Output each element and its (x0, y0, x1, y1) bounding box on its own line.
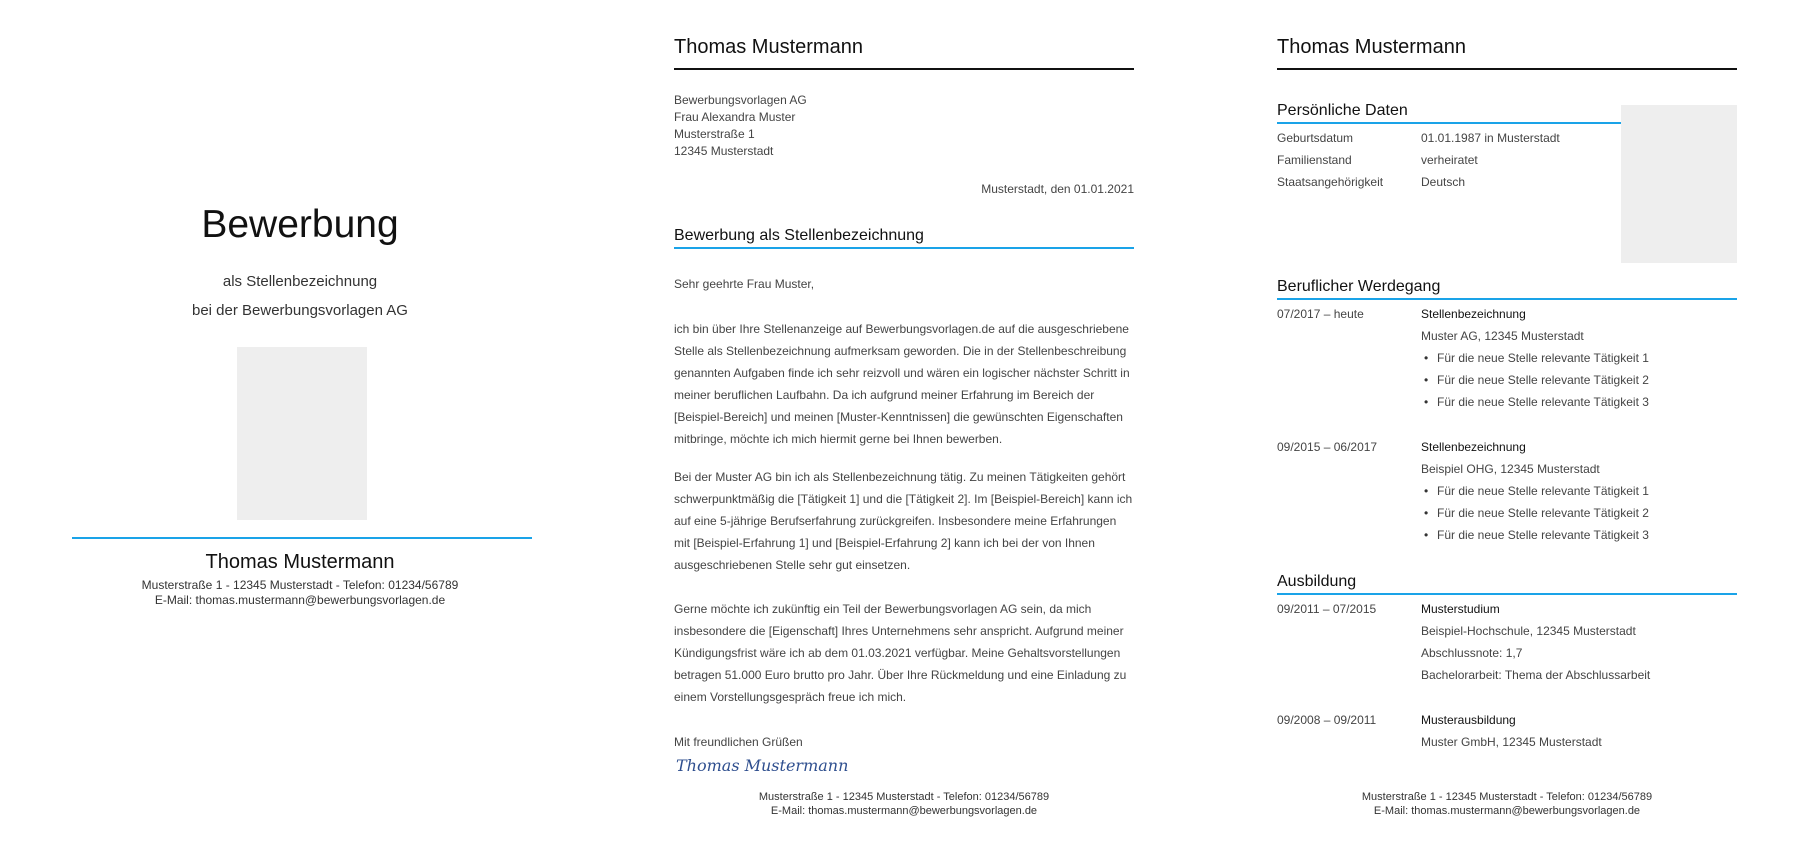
cv-header-name: Thomas Mustermann (1277, 36, 1466, 58)
career-company: Muster AG, 12345 Musterstadt (1421, 329, 1584, 343)
personal-label: Geburtsdatum (1277, 131, 1354, 145)
career-bullet: • Für die neue Stelle relevante Tätigkeit 2 (1437, 373, 1649, 387)
section-title-education: Ausbildung (1277, 573, 1357, 590)
recipient-block (674, 92, 807, 160)
recipient-person: Frau Alexandra Muster (674, 110, 796, 124)
personal-label: Familienstand (1277, 153, 1352, 167)
section-divider-education (1277, 593, 1737, 595)
career-bullet: • Für die neue Stelle relevante Tätigkeit 2 (1437, 506, 1649, 520)
personal-label: Staatsangehörigkeit (1277, 175, 1384, 189)
education-detail: Muster GmbH, 12345 Musterstadt (1421, 735, 1602, 749)
letter-header-name: Thomas Mustermann (674, 36, 863, 58)
cover-subtitle-position: als Stellenbezeichnung (222, 273, 378, 290)
education-title: Musterausbildung (1421, 713, 1516, 727)
cover-divider (72, 537, 532, 539)
letter-paragraph-3: Gerne möchte ich zukünftig ein Teil der Bewerbungsvorlagen AG sein, da mich insbesondere die [Eigenschaft] Ihres Unternehmens sehr anspricht. Aufgrund meiner Kündigungsfrist wäre ich ab dem 01.03.2021 verfügbar. Meine Gehaltsvorstellungen betragen 51.000 Euro brutto pro Jahr. Über Ihre Rückmeldung und eine Einladung zu einem Vorstellungsgespräch freue ich mich. (674, 602, 1127, 704)
education-detail: Beispiel-Hochschule, 12345 Musterstadt (1421, 624, 1636, 638)
letter-subject: Bewerbung als Stellenbezeichnung (674, 227, 924, 244)
cv-footer-email: E-Mail: thomas.mustermann@bewerbungsvorlagen.de (1373, 805, 1641, 817)
salutation: Sehr geehrte Frau Muster, (674, 277, 815, 291)
recipient-company: Bewerbungsvorlagen AG (674, 93, 807, 107)
cover-email: E-Mail: thomas.mustermann@bewerbungsvorlagen.de (154, 593, 446, 607)
cover-photo-placeholder (237, 347, 367, 520)
personal-value: 01.01.1987 in Musterstadt (1421, 131, 1560, 145)
education-title: Musterstudium (1421, 602, 1500, 616)
recipient-city: 12345 Musterstadt (674, 144, 774, 158)
letter-footer-address: Musterstraße 1 - 12345 Musterstadt - Telefon: 01234/56789 (758, 791, 1050, 803)
cv-photo-placeholder (1621, 105, 1737, 263)
cover-subtitle-company: bei der Bewerbungsvorlagen AG (192, 302, 408, 319)
cv-header-divider (1277, 68, 1737, 70)
section-divider-personal (1277, 122, 1621, 124)
career-title: Stellenbezeichnung (1421, 440, 1526, 454)
cover-address: Musterstraße 1 - 12345 Musterstadt - Telefon: 01234/56789 (141, 578, 459, 592)
education-detail: Bachelorarbeit: Thema der Abschlussarbeit (1421, 668, 1651, 682)
education-period: 09/2008 – 09/2011 (1277, 713, 1377, 727)
cover-letter-page (674, 0, 1134, 848)
career-bullet: • Für die neue Stelle relevante Tätigkeit 1 (1437, 351, 1649, 365)
career-period: 09/2015 – 06/2017 (1277, 440, 1378, 454)
cv-footer-address: Musterstraße 1 - 12345 Musterstadt - Telefon: 01234/56789 (1361, 791, 1653, 803)
cv-page (1277, 0, 1737, 848)
personal-value: Deutsch (1421, 175, 1466, 189)
section-title-personal: Persönliche Daten (1277, 102, 1408, 119)
career-title: Stellenbezeichnung (1421, 307, 1526, 321)
career-bullet: • Für die neue Stelle relevante Tätigkeit 3 (1437, 528, 1649, 542)
section-divider-career (1277, 298, 1737, 300)
letter-header-divider (674, 68, 1134, 70)
handwritten-signature: Thomas Mustermann (676, 756, 849, 775)
recipient-street: Musterstraße 1 (674, 127, 755, 141)
career-company: Beispiel OHG, 12345 Musterstadt (1421, 462, 1600, 476)
personal-value: verheiratet (1421, 153, 1478, 167)
career-bullet: • Für die neue Stelle relevante Tätigkeit 1 (1437, 484, 1649, 498)
place-date: Musterstadt, den 01.01.2021 (981, 182, 1134, 196)
education-period: 09/2011 – 07/2015 (1277, 602, 1377, 616)
career-period: 07/2017 – heute (1277, 307, 1364, 321)
letter-footer-email: E-Mail: thomas.mustermann@bewerbungsvorlagen.de (770, 805, 1038, 817)
cover-title: Bewerbung (201, 203, 399, 246)
cover-name: Thomas Mustermann (205, 551, 395, 573)
subject-divider (674, 247, 1134, 249)
closing: Mit freundlichen Grüßen (674, 735, 803, 749)
education-detail: Abschlussnote: 1,7 (1421, 646, 1523, 660)
cover-page (60, 0, 540, 848)
letter-paragraph-2: Bei der Muster AG bin ich als Stellenbezeichnung tätig. Zu meinen Tätigkeiten gehört schwerpunktmäßig die [Tätigkeit 1] und die [Tätigkeit 2]. Im [Beispiel-Bereich] kann ich auf eine 5-jährige Berufserfahrung zurückgreifen. Insbesondere meine Erfahrungen mit [Beispiel-Erfahrung 1] und [Beispiel-Erfahrung 2] kann ich bei der von Ihnen ausgeschriebenen Stelle sehr gut einsetzen. (674, 470, 1133, 572)
letter-paragraph-1: ich bin über Ihre Stellenanzeige auf Bewerbungsvorlagen.de auf die ausgeschriebene Stelle als Stellenbezeichnung aufmerksam geworden. Die in der Stellenbeschreibung genannten Aufgaben finde ich sehr reizvoll und wären ein logischer nächster Schritt in meiner beruflichen Laufbahn. Da ich aufgrund meiner Erfahrung im Bereich der [Beispiel-Bereich] und meinen [Muster-Kenntnissen] die gewünschten Eigenschaften mitbringe, möchte ich mich hiermit gerne bei Ihnen bewerben. (674, 322, 1130, 446)
section-title-career: Beruflicher Werdegang (1277, 278, 1441, 295)
career-bullet: • Für die neue Stelle relevante Tätigkeit 3 (1437, 395, 1649, 409)
